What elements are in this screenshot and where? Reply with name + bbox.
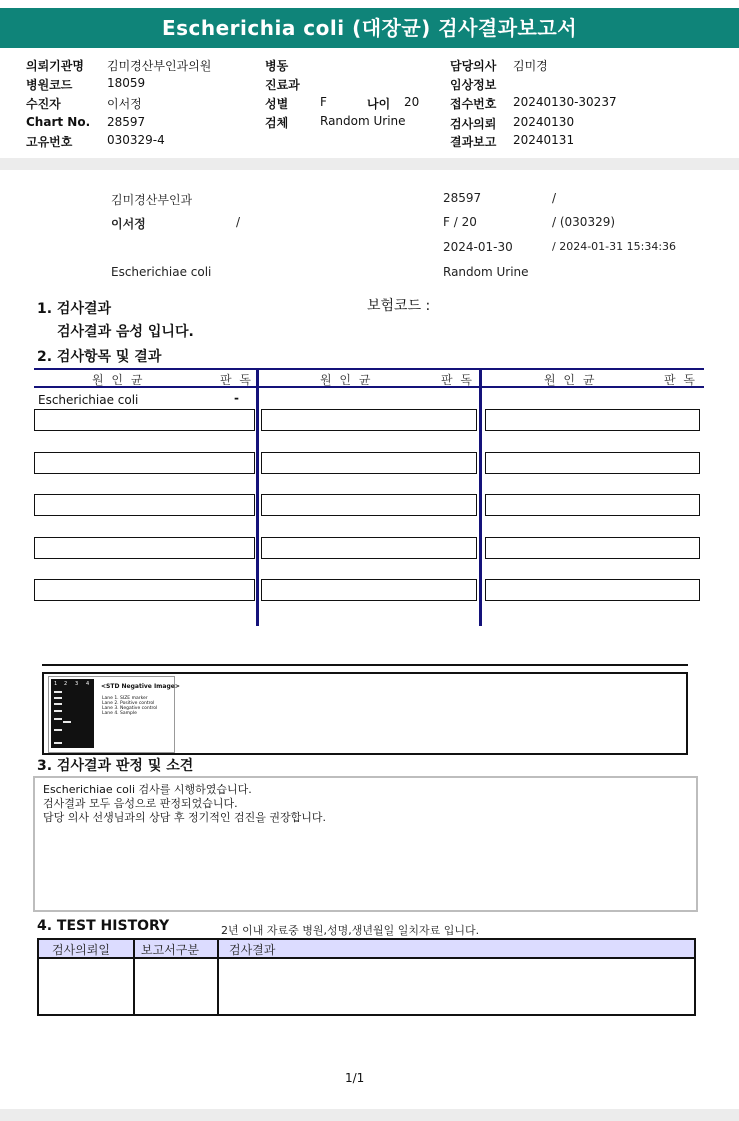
- result-slot: [261, 579, 477, 601]
- result-slot: [261, 452, 477, 474]
- gel-legend-lane-2: Lane 2. Positive control: [102, 701, 155, 706]
- results-table-divider-1: [256, 368, 259, 626]
- header-label-chart-no: Chart No.: [26, 115, 91, 129]
- history-col-request-date: 검사의뢰일: [52, 943, 110, 957]
- header-label-age: 나이: [367, 97, 391, 111]
- result-slot: [261, 409, 477, 431]
- patient-test: Escherichiae coli: [111, 265, 212, 279]
- header-label-clinical-info: 임상정보: [450, 78, 497, 92]
- header-label-department: 진료과: [265, 78, 300, 92]
- result-judgement: -: [234, 391, 239, 405]
- patient-name: 이서정: [111, 217, 146, 231]
- header-label-unique-no: 고유번호: [26, 135, 73, 149]
- header-label-ward: 병동: [265, 59, 289, 73]
- col-header-judgement-2: 판 독: [441, 373, 474, 387]
- section1-result: 검사결과 음성 입니다.: [57, 324, 194, 340]
- result-slot: [34, 579, 255, 601]
- gel-lane-2: 2: [64, 681, 68, 687]
- history-col-divider-2: [217, 938, 219, 1016]
- result-slot: [261, 537, 477, 559]
- gel-lane-4: 4: [86, 681, 90, 687]
- patient-sex-age: F / 20: [443, 215, 477, 229]
- section1-title: 1. 검사결과: [37, 301, 112, 317]
- header-label-patient: 수진자: [26, 97, 61, 111]
- result-slot: [485, 579, 700, 601]
- history-table-header: [37, 938, 696, 959]
- gel-legend-lane-4: Lane 4. Sample: [102, 711, 137, 716]
- header-value-sex: F: [320, 95, 327, 109]
- gel-legend-lane-1: Lane 1. SIZE marker: [102, 696, 148, 701]
- result-slot: [34, 494, 255, 516]
- header-label-receipt-no: 접수번호: [450, 97, 497, 111]
- col-header-organism-2: 원 인 균: [320, 373, 373, 387]
- result-slot: [34, 409, 255, 431]
- section3-title: 3. 검사결과 판정 및 소견: [37, 758, 194, 774]
- report-title: Escherichia coli (대장균) 검사결과보고서: [0, 8, 739, 48]
- gel-electrophoresis-image: [51, 679, 94, 748]
- header-value-unique-no: 030329-4: [107, 133, 165, 147]
- history-col-result: 검사결과: [229, 943, 276, 957]
- page-number: 1/1: [345, 1071, 365, 1085]
- header-value-receipt-no: 20240130-30237: [513, 95, 617, 109]
- result-organism: Escherichiae coli: [38, 393, 139, 407]
- history-col-divider-1: [133, 938, 135, 1016]
- patient-id: / (030329): [552, 215, 616, 229]
- results-table-divider-2: [479, 368, 482, 626]
- col-header-organism-1: 원 인 균: [92, 373, 145, 387]
- header-label-doctor: 담당의사: [450, 59, 497, 73]
- patient-chart: 28597: [443, 191, 482, 205]
- history-col-report-type: 보고서구분: [141, 943, 199, 957]
- patient-hospital: 김미경산부인과: [111, 193, 193, 207]
- gel-lane-1: 1: [54, 681, 58, 687]
- insurance-code-label: 보험코드 :: [367, 298, 431, 314]
- result-slot: [261, 494, 477, 516]
- findings-box: [33, 776, 698, 912]
- header-label-specimen: 검체: [265, 116, 289, 130]
- section4-title: 4. TEST HISTORY: [37, 918, 170, 934]
- header-value-specimen: Random Urine: [320, 114, 406, 128]
- result-slot: [34, 537, 255, 559]
- result-slot: [485, 409, 700, 431]
- header-value-doctor: 김미경: [513, 59, 548, 73]
- history-note: 2년 이내 자료중 병원,성명,생년월일 일치자료 입니다.: [221, 924, 480, 937]
- page-footer-band: [0, 1109, 739, 1121]
- patient-specimen: Random Urine: [443, 265, 529, 279]
- header-value-hospital-code: 18059: [107, 76, 146, 90]
- result-slot: [34, 452, 255, 474]
- result-slot: [485, 494, 700, 516]
- gel-title: <STD Negative Image>: [101, 683, 180, 690]
- finding-line: 담당 의사 선생님과의 상담 후 정기적인 검진을 권장합니다.: [43, 811, 326, 824]
- gel-legend-lane-3: Lane 3. Negative control: [102, 706, 158, 711]
- header-value-age: 20: [404, 95, 420, 109]
- results-table-top-rule: [34, 368, 704, 370]
- header-label-institution: 의뢰기관명: [26, 59, 84, 73]
- finding-line: Escherichiae coli 검사를 시행하였습니다.: [43, 783, 252, 796]
- col-header-judgement-3: 판 독: [664, 373, 697, 387]
- header-label-report-date: 결과보고: [450, 135, 497, 149]
- header-label-sex: 성별: [265, 97, 289, 111]
- patient-name-separator: /: [236, 215, 241, 229]
- finding-line: 검사결과 모두 음성으로 판정되었습니다.: [43, 797, 238, 810]
- gel-top-rule: [42, 664, 688, 666]
- header-value-report-date: 20240131: [513, 133, 575, 147]
- patient-date-reported: / 2024-01-31 15:34:36: [552, 240, 677, 253]
- header-label-hospital-code: 병원코드: [26, 78, 73, 92]
- gel-lane-3: 3: [75, 681, 79, 687]
- patient-date-requested: 2024-01-30: [443, 240, 513, 254]
- header-value-chart-no: 28597: [107, 115, 146, 129]
- section2-title: 2. 검사항목 및 결과: [37, 349, 162, 365]
- header-value-institution: 김미경산부인과의원: [107, 59, 212, 73]
- header-label-request-date: 검사의뢰: [450, 117, 497, 131]
- result-slot: [485, 452, 700, 474]
- header-value-request-date: 20240130: [513, 115, 575, 129]
- result-slot: [485, 537, 700, 559]
- col-header-judgement-1: 판 독: [220, 373, 253, 387]
- patient-chart-separator: /: [552, 191, 557, 205]
- header-value-patient: 이서정: [107, 97, 142, 111]
- col-header-organism-3: 원 인 균: [544, 373, 597, 387]
- page-separator: [0, 158, 739, 170]
